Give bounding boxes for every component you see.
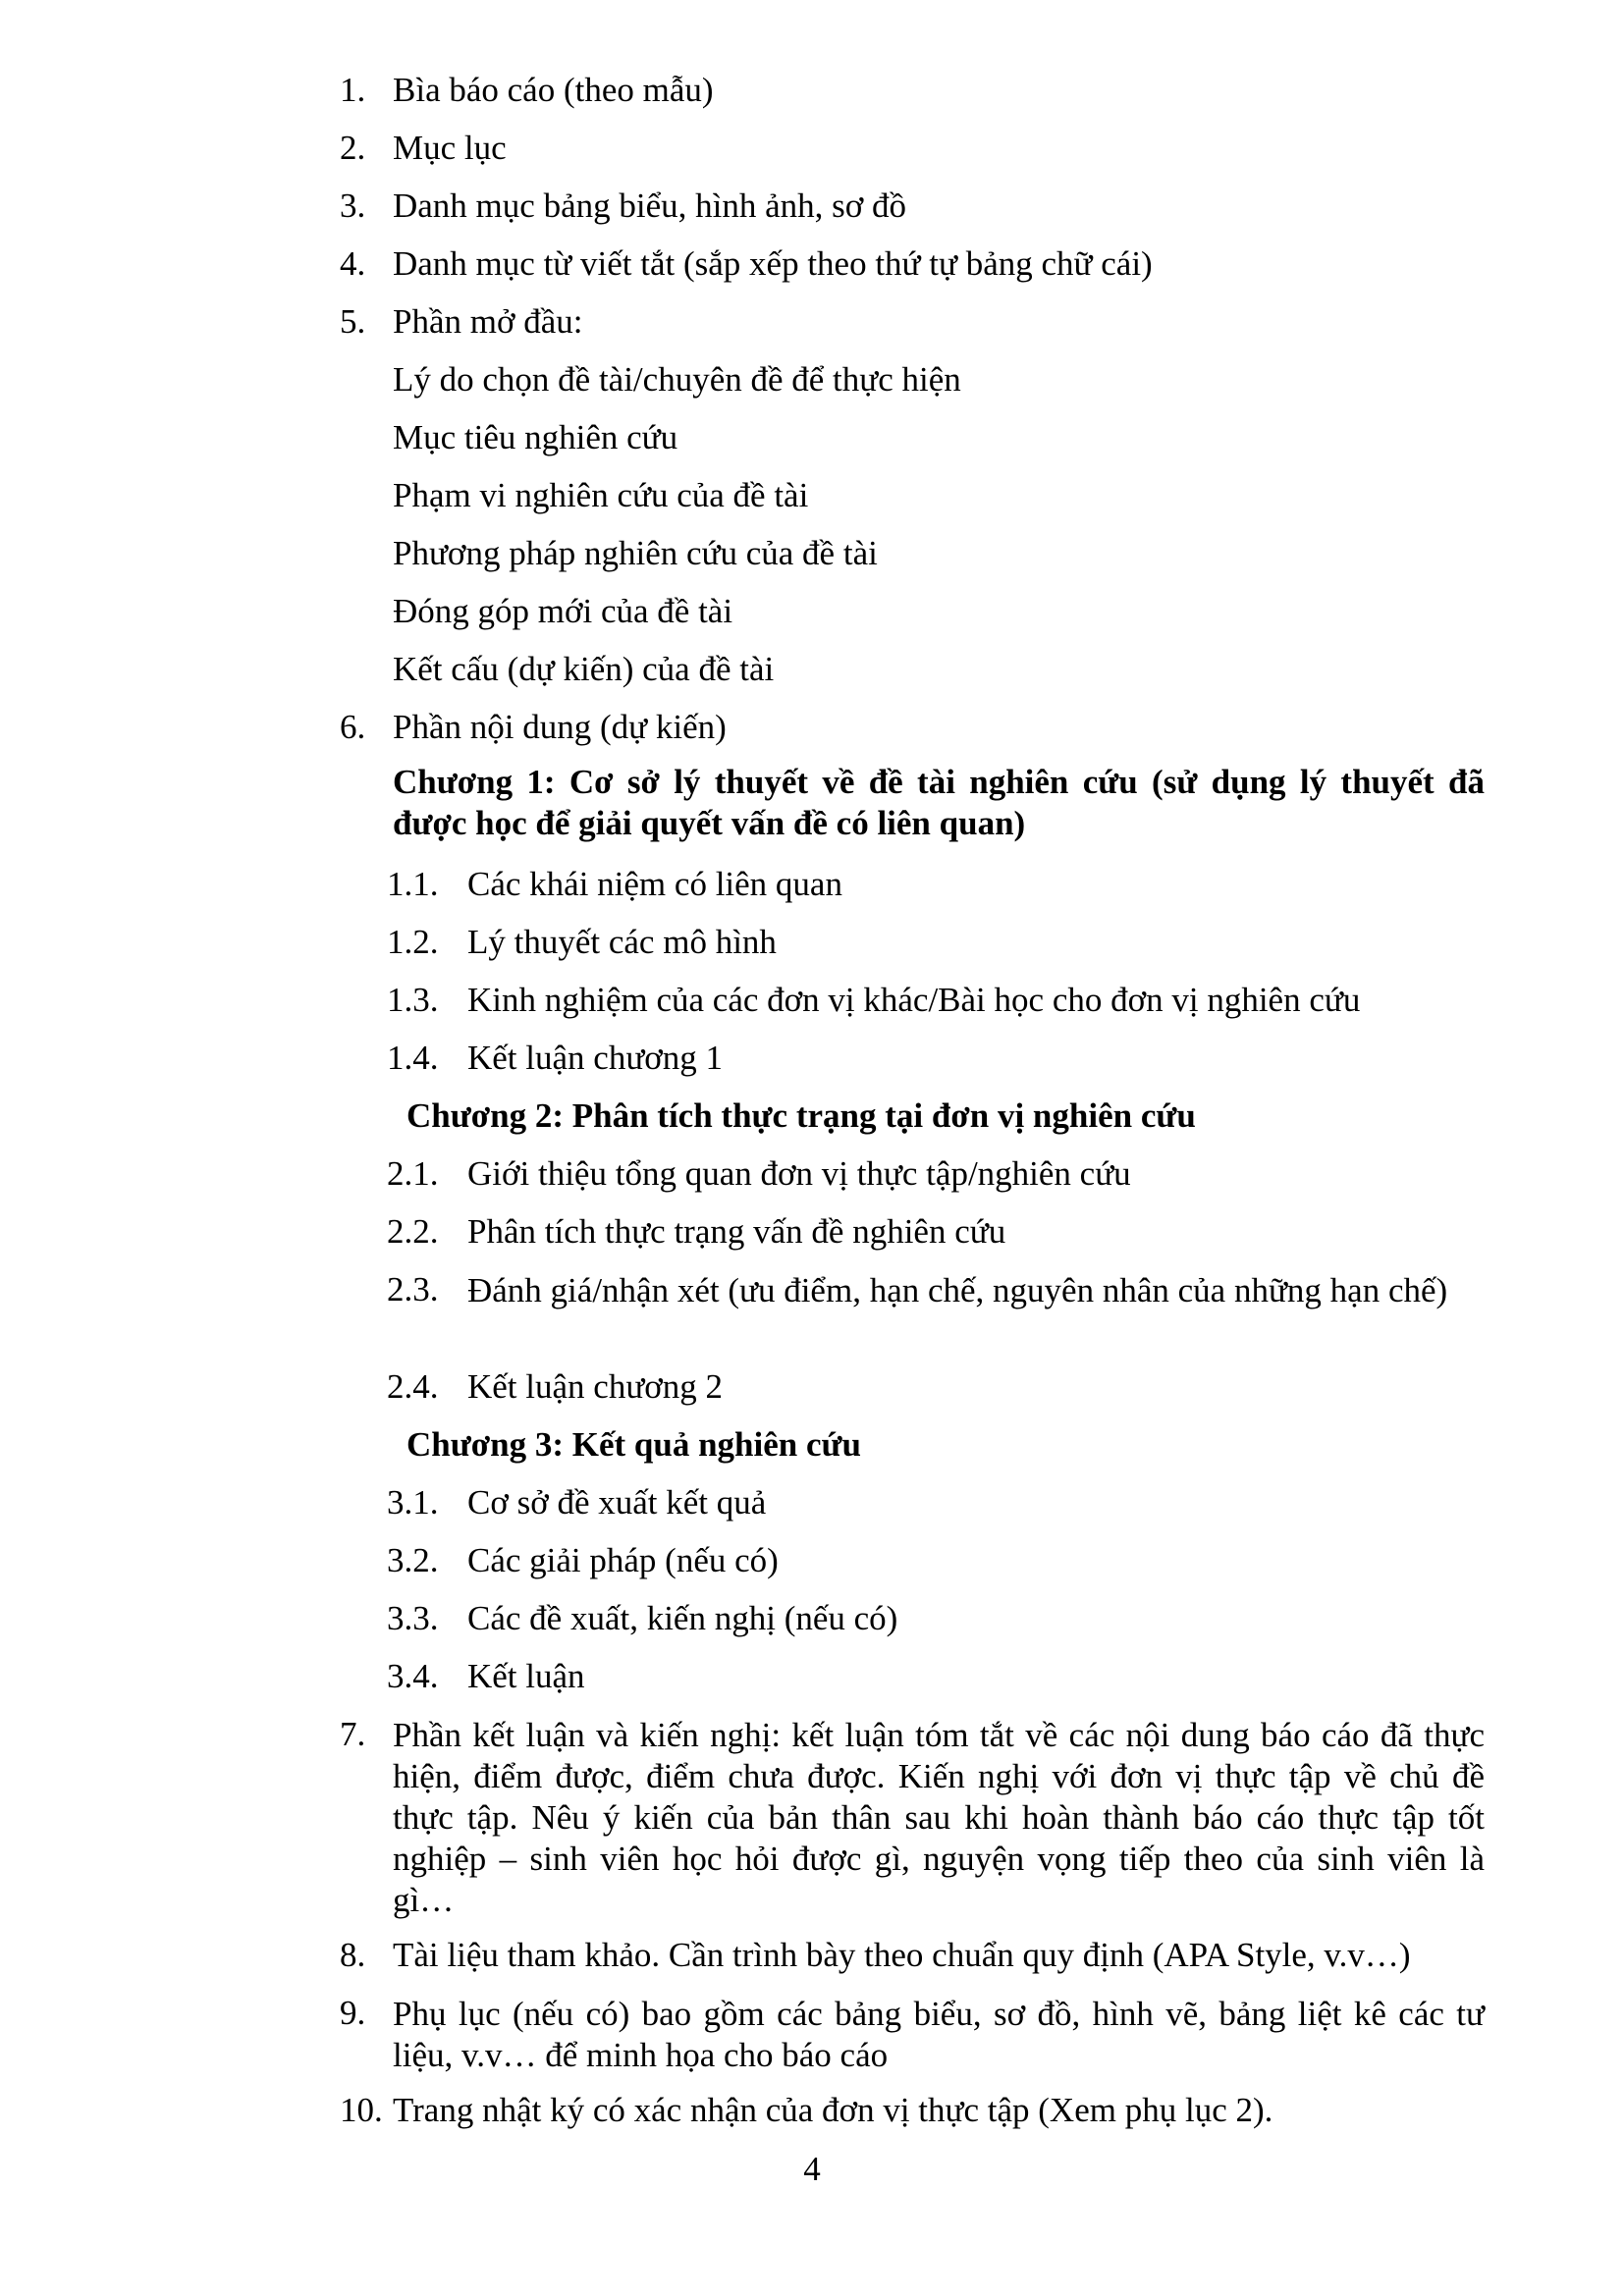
- section-text: Kết luận chương 2: [467, 1367, 724, 1406]
- section-number: 2.3.: [387, 1270, 439, 1308]
- section-number: 2.2.: [387, 1212, 439, 1251]
- item-text: Phần kết luận và kiến nghị: kết luận tóm tắt về các nội dung báo cáo đã thực hiện, điểm được, điểm chưa được. Kiến nghị với đơn vị thực tập về chủ đề thực tập. Nêu ý kiến của bản thân sau khi hoàn thành báo cáo thực tập tốt nghiệp – sinh viên học hỏi được gì, nguyện vọng tiếp theo của sinh viên là gì…: [393, 1716, 1485, 1919]
- section-text: Các khái niệm có liên quan: [467, 865, 842, 903]
- item-text: Phần mở đầu:: [393, 302, 583, 341]
- section-text: Phân tích thực trạng vấn đề nghiên cứu: [467, 1212, 1006, 1251]
- intro-subitem: Phương pháp nghiên cứu của đề tài: [393, 534, 878, 572]
- section-text: Cơ sở đề xuất kết quả: [467, 1483, 767, 1522]
- chapter-title: Chương 2: Phân tích thực trạng tại đơn vị nghiên cứu: [406, 1096, 1196, 1135]
- item-number: 10.: [340, 2091, 383, 2129]
- item-number: 9.: [340, 1994, 366, 2032]
- page-number: 4: [803, 2150, 821, 2188]
- chapter-title: Chương 3: Kết quả nghiên cứu: [406, 1425, 861, 1464]
- item-number: 3.: [340, 187, 366, 225]
- intro-subitem: Phạm vi nghiên cứu của đề tài: [393, 476, 809, 514]
- item-number: 6.: [340, 708, 366, 746]
- section-number: 3.3.: [387, 1599, 439, 1637]
- item-text: Bìa báo cáo (theo mẫu): [393, 71, 714, 109]
- item-text: Mục lục: [393, 129, 507, 167]
- item-number: 5.: [340, 302, 366, 341]
- section-number: 1.4.: [387, 1039, 439, 1077]
- item-text: Phụ lục (nếu có) bao gồm các bảng biểu, sơ đồ, hình vẽ, bảng liệt kê các tư liệu, v.v… để minh họa cho báo cáo: [393, 1995, 1485, 2074]
- section-number: 1.2.: [387, 923, 439, 961]
- item-text: Phần nội dung (dự kiến): [393, 708, 727, 746]
- item-text: Tài liệu tham khảo. Cần trình bày theo chuẩn quy định (APA Style, v.v…): [393, 1936, 1411, 1974]
- section-number: 3.1.: [387, 1483, 439, 1522]
- section-number: 1.3.: [387, 981, 439, 1019]
- section-number: 2.1.: [387, 1154, 439, 1193]
- item-number: 8.: [340, 1936, 366, 1974]
- section-text: Đánh giá/nhận xét (ưu điểm, hạn chế, nguyên nhân của những hạn chế): [467, 1271, 1448, 1309]
- item-number: 7.: [340, 1715, 366, 1753]
- item-number: 1.: [340, 71, 366, 109]
- section-text: Lý thuyết các mô hình: [467, 923, 777, 961]
- intro-subitem: Mục tiêu nghiên cứu: [393, 418, 678, 456]
- section-text: Các đề xuất, kiến nghị (nếu có): [467, 1599, 898, 1637]
- item-number: 4.: [340, 244, 366, 283]
- intro-subitem: Đóng góp mới của đề tài: [393, 592, 733, 630]
- chapter-title: Chương 1: Cơ sở lý thuyết về đề tài nghiên cứu (sử dụng lý thuyết đã được học để giải quyết vấn đề có liên quan): [393, 763, 1485, 842]
- intro-subitem: Lý do chọn đề tài/chuyên đề để thực hiện: [393, 360, 961, 399]
- item-text: Trang nhật ký có xác nhận của đơn vị thực tập (Xem phụ lục 2).: [393, 2091, 1273, 2129]
- section-text: Giới thiệu tổng quan đơn vị thực tập/nghiên cứu: [467, 1154, 1131, 1193]
- section-number: 3.4.: [387, 1657, 439, 1695]
- section-number: 2.4.: [387, 1367, 439, 1406]
- section-number: 1.1.: [387, 865, 439, 903]
- item-text: Danh mục bảng biểu, hình ảnh, sơ đồ: [393, 187, 907, 225]
- section-number: 3.2.: [387, 1541, 439, 1579]
- intro-subitem: Kết cấu (dự kiến) của đề tài: [393, 650, 775, 688]
- section-text: Các giải pháp (nếu có): [467, 1541, 779, 1579]
- section-text: Kết luận: [467, 1657, 585, 1695]
- item-number: 2.: [340, 129, 366, 167]
- section-text: Kết luận chương 1: [467, 1039, 724, 1077]
- item-text: Danh mục từ viết tắt (sắp xếp theo thứ tự bảng chữ cái): [393, 244, 1153, 283]
- section-text: Kinh nghiệm của các đơn vị khác/Bài học cho đơn vị nghiên cứu: [467, 981, 1361, 1019]
